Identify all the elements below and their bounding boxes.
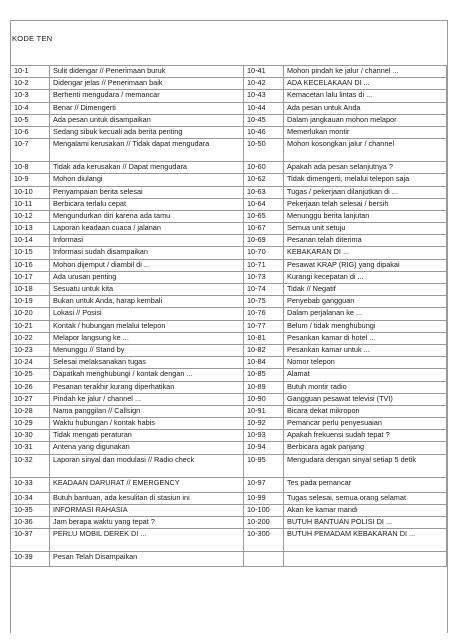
table-row (11, 66, 447, 78)
code-cell-left: 10-39 (11, 552, 50, 567)
meaning-cell-right: Apakah ada pesan selanjutnya ? (284, 162, 447, 174)
meaning-cell-right: Mohon pindah ke jalur / channel ... (284, 66, 447, 78)
code-cell-right: 10-46 (244, 126, 284, 138)
code-cell-right: 10-76 (244, 308, 284, 320)
meaning-cell-right (284, 552, 447, 567)
meaning-cell-right: Tugas selesai, semua orang selamat (284, 492, 447, 504)
code-cell-right: 10-43 (244, 90, 284, 102)
code-cell-right: 10-90 (244, 393, 284, 405)
code-cell-right: 10-69 (244, 235, 284, 247)
code-cell-right: 10-300 (244, 529, 284, 552)
code-cell-left: 10-4 (11, 102, 50, 114)
code-cell-right: 10-64 (244, 198, 284, 210)
table-row (11, 418, 447, 430)
meaning-cell-left: Nama panggilan // Callsign (50, 405, 244, 417)
code-cell-right: 10-97 (244, 477, 284, 492)
code-cell-right: 10-60 (244, 162, 284, 174)
meaning-cell-right: BUTUH PEMADAM KEBAKARAN DI ... (284, 529, 447, 552)
table-row (11, 393, 447, 405)
code-cell-right: 10-82 (244, 344, 284, 356)
code-cell-right: 10-50 (244, 139, 284, 162)
meaning-cell-right: Ada pesan untuk Anda (284, 102, 447, 114)
meaning-cell-right: KEBAKARAN DI ... (284, 247, 447, 259)
code-cell-right: 10-95 (244, 454, 284, 477)
table-row (11, 492, 447, 504)
code-cell-right: 10-70 (244, 247, 284, 259)
code-cell-right: 10-81 (244, 332, 284, 344)
code-cell-left: 10-26 (11, 381, 50, 393)
table-row (11, 442, 447, 454)
meaning-cell-right: Pesankan kamar untuk ... (284, 344, 447, 356)
table-row (11, 78, 447, 90)
meaning-cell-left: Mohon diulangi (50, 174, 244, 186)
meaning-cell-left: Benar // Dimengerti (50, 102, 244, 114)
code-cell-right: 10-91 (244, 405, 284, 417)
code-cell-left: 10-28 (11, 405, 50, 417)
code-cell-left: 10-17 (11, 271, 50, 283)
meaning-cell-left: Dapatkah menghubungi / kontak dengan ... (50, 369, 244, 381)
table-row (11, 210, 447, 222)
code-cell-left: 10-24 (11, 357, 50, 369)
meaning-cell-right: Butuh montir radio (284, 381, 447, 393)
table-row (11, 430, 447, 442)
code-cell-left: 10-34 (11, 492, 50, 504)
code-cell-left: 10-15 (11, 247, 50, 259)
meaning-cell-left: Jam berapa waktu yang tepat ? (50, 517, 244, 529)
code-cell-right: 10-45 (244, 114, 284, 126)
ten-code-table-body (11, 66, 447, 567)
code-cell-left: 10-12 (11, 210, 50, 222)
code-cell-right (244, 552, 284, 567)
meaning-cell-left: Mengalami kerusakan // Tidak dapat mengudara (50, 139, 244, 162)
code-cell-left: 10-13 (11, 223, 50, 235)
code-cell-right: 10-44 (244, 102, 284, 114)
code-cell-right: 10-77 (244, 320, 284, 332)
code-cell-left: 10-25 (11, 369, 50, 381)
meaning-cell-left: KEADAAN DARURAT // EMERGENCY (50, 477, 244, 492)
meaning-cell-left: Ada pesan untuk disampaikan (50, 114, 244, 126)
meaning-cell-right: Pesanan telah diterima (284, 235, 447, 247)
code-cell-left: 10-37 (11, 529, 50, 552)
meaning-cell-left: Didengar jelas // Penerimaan baik (50, 78, 244, 90)
meaning-cell-left: Informasi sudah disampaikan (50, 247, 244, 259)
table-row (11, 126, 447, 138)
meaning-cell-left: Mohon dijemput / diambil di ... (50, 259, 244, 271)
table-row (11, 504, 447, 516)
meaning-cell-left: Sesuatu untuk kita (50, 284, 244, 296)
meaning-cell-left: Tidak ada kerusakan // Dapat mengudara (50, 162, 244, 174)
table-row (11, 381, 447, 393)
code-cell-right: 10-74 (244, 284, 284, 296)
code-cell-right: 10-92 (244, 418, 284, 430)
table-row (11, 114, 447, 126)
ten-code-table (10, 65, 447, 567)
meaning-cell-right: BUTUH BANTUAN POLISI DI ... (284, 517, 447, 529)
meaning-cell-left: Antena yang digunakan (50, 442, 244, 454)
code-cell-left: 10-1 (11, 66, 50, 78)
meaning-cell-right: Apakah frekuensi sudah tepat ? (284, 430, 447, 442)
code-cell-right: 10-62 (244, 174, 284, 186)
meaning-cell-left: Informasi (50, 235, 244, 247)
meaning-cell-left: Sulit didengar // Penerimaan buruk (50, 66, 244, 78)
meaning-cell-left: Laporan keadaan cuaca / jalanan (50, 223, 244, 235)
code-cell-right: 10-89 (244, 381, 284, 393)
code-cell-left: 10-32 (11, 454, 50, 477)
meaning-cell-right: Pemancar perlu penyesuaian (284, 418, 447, 430)
meaning-cell-left: Pesan Telah Disampaikan (50, 552, 244, 567)
code-cell-right: 10-94 (244, 442, 284, 454)
code-cell-left: 10-11 (11, 198, 50, 210)
meaning-cell-right: Pesawat KRAP (RIG) yang dipakai (284, 259, 447, 271)
table-row (11, 271, 447, 283)
meaning-cell-right: Bicara dekat mikropon (284, 405, 447, 417)
code-cell-left: 10-9 (11, 174, 50, 186)
table-row (11, 186, 447, 198)
table-row (11, 517, 447, 529)
meaning-cell-left: Kontak / hubungan melalui telepon (50, 320, 244, 332)
table-row (11, 247, 447, 259)
code-cell-left: 10-14 (11, 235, 50, 247)
meaning-cell-right: Nomor telepon (284, 357, 447, 369)
meaning-cell-right: Tidak // Negatif (284, 284, 447, 296)
code-cell-left: 10-16 (11, 259, 50, 271)
table-row (11, 259, 447, 271)
table-row (11, 296, 447, 308)
table-row (11, 405, 447, 417)
code-cell-left: 10-19 (11, 296, 50, 308)
table-row (11, 198, 447, 210)
code-cell-left: 10-3 (11, 90, 50, 102)
code-cell-right: 10-73 (244, 271, 284, 283)
code-cell-right: 10-63 (244, 186, 284, 198)
code-cell-left: 10-18 (11, 284, 50, 296)
meaning-cell-right: Menunggu berita lanjutan (284, 210, 447, 222)
code-cell-left: 10-20 (11, 308, 50, 320)
code-cell-left: 10-23 (11, 344, 50, 356)
meaning-cell-left: Melapor langsung ke ... (50, 332, 244, 344)
meaning-cell-right: Semua unit setuju (284, 223, 447, 235)
meaning-cell-left: INFORMASI RAHASIA (50, 504, 244, 516)
code-cell-left: 10-21 (11, 320, 50, 332)
meaning-cell-left: Laporan sinyal dan modulasi // Radio check (50, 454, 244, 477)
table-row (11, 320, 447, 332)
meaning-cell-right: Memerlukan montir (284, 126, 447, 138)
table-row (11, 369, 447, 381)
code-cell-left: 10-5 (11, 114, 50, 126)
table-row (11, 529, 447, 552)
table-row (11, 162, 447, 174)
code-cell-right: 10-71 (244, 259, 284, 271)
meaning-cell-right: Alamat (284, 369, 447, 381)
table-row (11, 308, 447, 320)
code-cell-right: 10-65 (244, 210, 284, 222)
meaning-cell-left: Lokasi // Posisi (50, 308, 244, 320)
code-cell-left: 10-35 (11, 504, 50, 516)
meaning-cell-left: Selesai melaksanakan tugas (50, 357, 244, 369)
meaning-cell-right: Gangguan pesawat televisi (TVI) (284, 393, 447, 405)
meaning-cell-right: Tidak dimengerti, melalui telepon saja (284, 174, 447, 186)
meaning-cell-right: Mengudara dengan sinyal setiap 5 detik (284, 454, 447, 477)
meaning-cell-left: Berhenti mengudara / memancar (50, 90, 244, 102)
code-cell-left: 10-2 (11, 78, 50, 90)
meaning-cell-left: Butuh bantuan, ada kesulitan di stasiun ini (50, 492, 244, 504)
code-cell-right: 10-93 (244, 430, 284, 442)
table-row (11, 332, 447, 344)
table-row (11, 174, 447, 186)
code-cell-right: 10-75 (244, 296, 284, 308)
table-row (11, 552, 447, 567)
meaning-cell-right: Tes pada pemancar (284, 477, 447, 492)
meaning-cell-right: Belum / tidak menghubungi (284, 320, 447, 332)
code-cell-left: 10-7 (11, 139, 50, 162)
meaning-cell-left: PERLU MOBIL DEREK DI ... (50, 529, 244, 552)
meaning-cell-right: ADA KECELAKAAN DI ... (284, 78, 447, 90)
code-cell-right: 10-85 (244, 369, 284, 381)
document-title: KODE TEN (12, 34, 53, 43)
meaning-cell-left: Pindah ke jalur / channel ... (50, 393, 244, 405)
table-row (11, 477, 447, 492)
code-cell-left: 10-36 (11, 517, 50, 529)
meaning-cell-right: Mohon kosongkan jalur / channel (284, 139, 447, 162)
meaning-cell-right: Kurangi kecepatan di ... (284, 271, 447, 283)
table-row (11, 357, 447, 369)
table-row (11, 344, 447, 356)
code-cell-left: 10-10 (11, 186, 50, 198)
code-cell-left: 10-29 (11, 418, 50, 430)
code-cell-left: 10-30 (11, 430, 50, 442)
meaning-cell-right: Pesankan kamar di hotel ... (284, 332, 447, 344)
meaning-cell-right: Penyebab gangguan (284, 296, 447, 308)
code-cell-right: 10-42 (244, 78, 284, 90)
meaning-cell-left: Menunggu // Stand by (50, 344, 244, 356)
code-cell-left: 10-6 (11, 126, 50, 138)
table-row (11, 454, 447, 477)
meaning-cell-right: Pekerjaan telah selesai / bersih (284, 198, 447, 210)
code-cell-left: 10-31 (11, 442, 50, 454)
table-row (11, 102, 447, 114)
code-cell-left: 10-22 (11, 332, 50, 344)
code-cell-right: 10-100 (244, 504, 284, 516)
code-cell-right: 10-41 (244, 66, 284, 78)
meaning-cell-left: Tidak mengati peraturan (50, 430, 244, 442)
table-row (11, 90, 447, 102)
meaning-cell-right: Kemacetan lalu lintas di ... (284, 90, 447, 102)
meaning-cell-left: Pesanan terakhir kurang diperhatikan (50, 381, 244, 393)
code-cell-right: 10-67 (244, 223, 284, 235)
meaning-cell-left: Waktu hubungan / kontak habis (50, 418, 244, 430)
meaning-cell-right: Dalam jangkauan mohon melapor (284, 114, 447, 126)
table-row (11, 284, 447, 296)
meaning-cell-right: Berbicara agak panjang (284, 442, 447, 454)
meaning-cell-left: Sedang sibuk kecuali ada berita penting (50, 126, 244, 138)
code-cell-left: 10-33 (11, 477, 50, 492)
table-row (11, 139, 447, 162)
table-row (11, 235, 447, 247)
meaning-cell-left: Mengundurkan diri karena ada tamu (50, 210, 244, 222)
code-cell-left: 10-8 (11, 162, 50, 174)
table-row (11, 223, 447, 235)
code-cell-right: 10-200 (244, 517, 284, 529)
meaning-cell-right: Akan ke kamar mandi (284, 504, 447, 516)
code-cell-right: 10-99 (244, 492, 284, 504)
code-cell-right: 10-84 (244, 357, 284, 369)
meaning-cell-right: Tugas / pekerjaan dilanjutkan di ... (284, 186, 447, 198)
code-cell-left: 10-27 (11, 393, 50, 405)
meaning-cell-left: Ada urusan penting (50, 271, 244, 283)
meaning-cell-left: Penyampaian berita selesai (50, 186, 244, 198)
meaning-cell-right: Dalam perjalanan ke ... (284, 308, 447, 320)
meaning-cell-left: Berbicara terlalu cepat (50, 198, 244, 210)
meaning-cell-left: Bukan untuk Anda, harap kembali (50, 296, 244, 308)
